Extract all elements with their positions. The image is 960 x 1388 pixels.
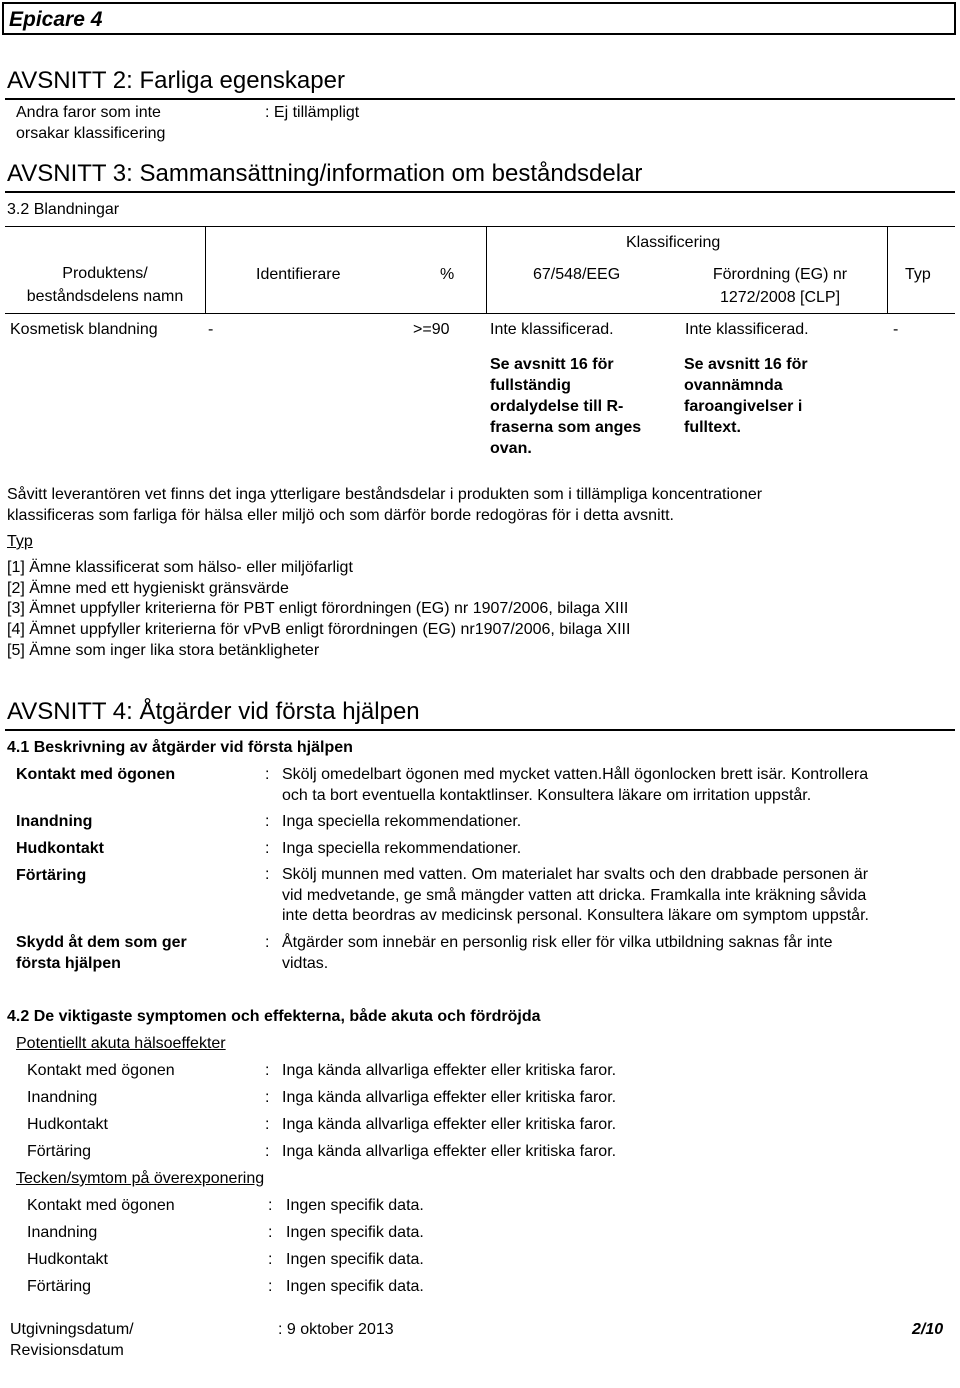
row-percent: >=90	[413, 321, 450, 338]
over-label: Inandning	[27, 1224, 98, 1241]
s3-subtitle: 3.2 Blandningar	[7, 201, 120, 218]
colon: :	[265, 1089, 270, 1106]
over-text: Ingen specifik data.	[286, 1278, 424, 1295]
section-2-title: AVSNITT 2: Farliga egenskaper	[7, 67, 345, 94]
acute-label: Kontakt med ögonen	[27, 1062, 175, 1079]
item-text: Skölj omedelbart ögonen med mycket vatten.Håll ögonlocken brett isär. Kontrollera	[282, 766, 869, 783]
over-label: Kontakt med ögonen	[27, 1197, 175, 1214]
typ-list-item: [3] Ämnet uppfyller kriterierna för PBT enligt förordningen (EG) nr 1907/2006, bilaga XIII	[7, 600, 629, 617]
item-text: vid medvetande, ge små mängder vatten att dricka. Framkalla inte kräkning såvida	[282, 887, 867, 904]
header-percent: %	[440, 266, 455, 283]
header-identifierare: Identifierare	[256, 266, 341, 283]
over-label: Hudkontakt	[27, 1251, 108, 1268]
footer-label-line1: Utgivningsdatum/	[10, 1321, 134, 1338]
typ-list-item: [2] Ämne med ett hygieniskt gränsvärde	[7, 580, 289, 597]
header-clp-line2: 1272/2008 [CLP]	[719, 289, 841, 306]
colon: :	[265, 1143, 270, 1160]
row-typ: -	[893, 321, 899, 338]
s3-paragraph-line1: Såvitt leverantören vet finns det inga ytterligare beståndsdelar i produkten som i tillämpliga koncentrationer	[7, 486, 763, 503]
row-clp: Inte klassificerad.	[685, 321, 809, 338]
item-text: inte detta beordras av medicinsk personal. Konsultera läkare om symptom uppstår.	[282, 907, 869, 924]
row-identifier: -	[208, 321, 214, 338]
colon: :	[265, 1062, 270, 1079]
item-text: Skölj munnen med vatten. Om materialet har svalts och den drabbade personen är	[282, 866, 869, 883]
colon: :	[268, 1224, 273, 1241]
acute-text: Inga kända allvarliga effekter eller kritiska faror.	[282, 1116, 617, 1133]
table-top-border	[5, 226, 955, 227]
colon: :	[268, 1278, 273, 1295]
typ-heading: Typ	[7, 533, 33, 550]
item-text: Åtgärder som innebär en personlig risk eller för vilka utbildning saknas får inte	[282, 934, 833, 951]
colon: :	[265, 1116, 270, 1133]
header-klassificering: Klassificering	[626, 234, 721, 251]
acute-text: Inga kända allvarliga effekter eller kritiska faror.	[282, 1062, 617, 1079]
colon: :	[265, 866, 270, 883]
s2-value: : Ej tillämpligt	[265, 104, 360, 121]
note-clp-line: faroangivelser i	[684, 398, 803, 415]
item-text: vidtas.	[282, 955, 329, 972]
item-label: Kontakt med ögonen	[16, 766, 176, 783]
note-eeg-line: ovan.	[490, 440, 532, 457]
header-eeg: 67/548/EEG	[533, 266, 621, 283]
row-name: Kosmetisk blandning	[10, 321, 158, 338]
section-divider	[5, 98, 955, 100]
document-title: Epicare 4	[9, 8, 103, 31]
table-header-border	[5, 313, 955, 314]
s3-paragraph-line2: klassificeras som farliga för hälsa eller miljö och som därför borde redogöras för i detta avsnitt.	[7, 507, 674, 524]
acute-heading: Potentiellt akuta hälsoeffekter	[16, 1035, 226, 1052]
item-label: Hudkontakt	[16, 840, 104, 857]
table-col-divider	[205, 226, 206, 313]
footer-label-line2: Revisionsdatum	[10, 1342, 124, 1359]
acute-label: Förtäring	[27, 1143, 92, 1160]
item-label: Inandning	[16, 813, 93, 830]
item-label: första hjälpen	[16, 955, 121, 972]
over-label: Förtäring	[27, 1278, 92, 1295]
header-clp-line1: Förordning (EG) nr	[712, 266, 848, 283]
s2-label-line1: Andra faror som inte	[16, 104, 161, 121]
document-header-bar	[2, 2, 956, 35]
table-col-divider	[887, 226, 888, 313]
overexposure-heading: Tecken/symtom på överexponering	[16, 1170, 265, 1187]
colon: :	[268, 1251, 273, 1268]
item-text: och ta bort eventuella kontaktlinser. Konsultera läkare om irritation uppstår.	[282, 787, 812, 804]
typ-list-item: [5] Ämne som inger lika stora betänkligheter	[7, 642, 320, 659]
typ-list-item: [4] Ämnet uppfyller kriterierna för vPvB enligt förordningen (EG) nr1907/2006, bilaga XIII	[7, 621, 631, 638]
note-clp-line: Se avsnitt 16 för	[684, 356, 808, 373]
note-eeg-line: ordalydelse till R-	[490, 398, 624, 415]
note-clp-line: ovannämnda	[684, 377, 783, 394]
over-text: Ingen specifik data.	[286, 1197, 424, 1214]
header-name-line1: Produktens/	[62, 265, 148, 282]
s2-label-line2: orsakar klassificering	[16, 125, 166, 142]
s4-sub1: 4.1 Beskrivning av åtgärder vid första hjälpen	[7, 739, 353, 756]
acute-label: Hudkontakt	[27, 1116, 108, 1133]
acute-text: Inga kända allvarliga effekter eller kritiska faror.	[282, 1143, 617, 1160]
colon: :	[265, 934, 270, 951]
typ-list-item: [1] Ämne klassificerat som hälso- eller miljöfarligt	[7, 559, 353, 576]
note-eeg-line: fullständig	[490, 377, 571, 394]
s4-sub2: 4.2 De viktigaste symptomen och effekterna, både akuta och fördröjda	[7, 1008, 541, 1025]
note-eeg-line: Se avsnitt 16 för	[490, 356, 614, 373]
table-col-divider	[486, 226, 487, 313]
header-name-line2: beståndsdelens namn	[26, 288, 184, 305]
footer-date: : 9 oktober 2013	[278, 1321, 394, 1338]
over-text: Ingen specifik data.	[286, 1224, 424, 1241]
section-4-title: AVSNITT 4: Åtgärder vid första hjälpen	[7, 698, 420, 725]
item-label: Skydd åt dem som ger	[16, 934, 187, 951]
section-3-title: AVSNITT 3: Sammansättning/information om beståndsdelar	[7, 160, 643, 187]
acute-text: Inga kända allvarliga effekter eller kritiska faror.	[282, 1089, 617, 1106]
note-clp-line: fulltext.	[684, 419, 741, 436]
note-eeg-line: fraserna som anges	[490, 419, 642, 436]
page-number: 2/10	[912, 1321, 944, 1338]
item-label: Förtäring	[16, 867, 87, 884]
colon: :	[265, 766, 270, 783]
colon: :	[265, 840, 270, 857]
row-eeg: Inte klassificerad.	[490, 321, 614, 338]
acute-label: Inandning	[27, 1089, 98, 1106]
colon: :	[265, 813, 270, 830]
section-divider	[5, 729, 955, 731]
colon: :	[268, 1197, 273, 1214]
over-text: Ingen specifik data.	[286, 1251, 424, 1268]
header-typ: Typ	[905, 266, 931, 283]
item-text: Inga speciella rekommendationer.	[282, 840, 522, 857]
item-text: Inga speciella rekommendationer.	[282, 813, 522, 830]
section-divider	[5, 191, 955, 193]
